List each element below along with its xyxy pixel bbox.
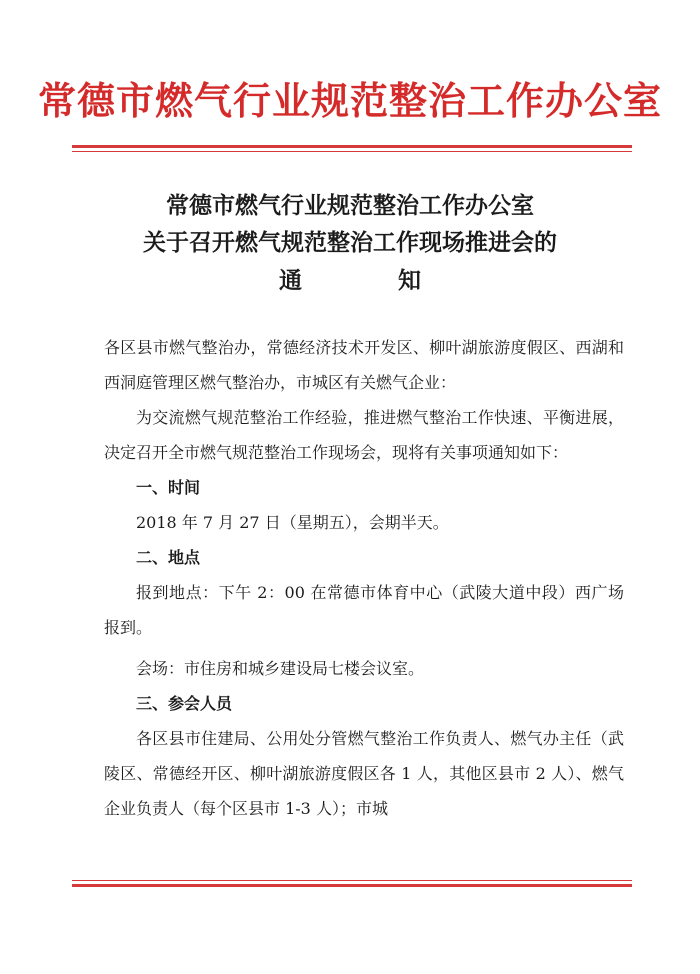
section-location-registration: 报到地点：下午 2：00 在常德市体育中心（武陵大道中段）西广场报到。 <box>104 583 624 637</box>
section-attendees-heading: 三、参会人员 <box>136 694 233 713</box>
document-title-line-1: 常德市燃气行业规范整治工作办公室 <box>166 192 534 219</box>
footer-rule-thick <box>72 884 632 887</box>
recipients-paragraph: 各区县市燃气整治办，常德经济技术开发区、柳叶湖旅游度假区、西湖和西洞庭管理区燃气整治办，市城区有关燃气企业： <box>104 338 624 392</box>
section-time-text: 2018 年 7 月 27 日（星期五），会期半天。 <box>136 513 449 532</box>
section-time-heading: 一、时间 <box>136 478 201 497</box>
footer-rule-thin <box>72 880 632 881</box>
letterhead-title: 常德市燃气行业规范整治工作办公室 <box>37 78 662 123</box>
section-location-heading: 二、地点 <box>136 548 201 567</box>
letterhead-rule-thick <box>72 145 632 148</box>
section-attendees-text: 各区县市住建局、公用处分管燃气整治工作负责人、燃气办主任（武陵区、常德经开区、柳叶湖旅游度假区各 1 人，其他区县市 2 人）、燃气企业负责人（每个区县市 1-3 人）；市城 <box>104 729 624 818</box>
title-char-tong: 通 <box>279 267 302 294</box>
intro-paragraph: 为交流燃气规范整治工作经验，推进燃气整治工作快速、平衡进展，决定召开全市燃气规范整治工作现场会，现将有关事项通知如下： <box>104 408 624 462</box>
section-location-venue: 会场：市住房和城乡建设局七楼会议室。 <box>136 659 425 678</box>
title-char-zhi: 知 <box>398 267 421 294</box>
document-title-line-3 <box>0 262 700 295</box>
letterhead-rule-thin <box>72 151 632 152</box>
document-body <box>104 330 624 826</box>
document-title-line-2: 关于召开燃气规范整治工作现场推进会的 <box>143 229 557 256</box>
